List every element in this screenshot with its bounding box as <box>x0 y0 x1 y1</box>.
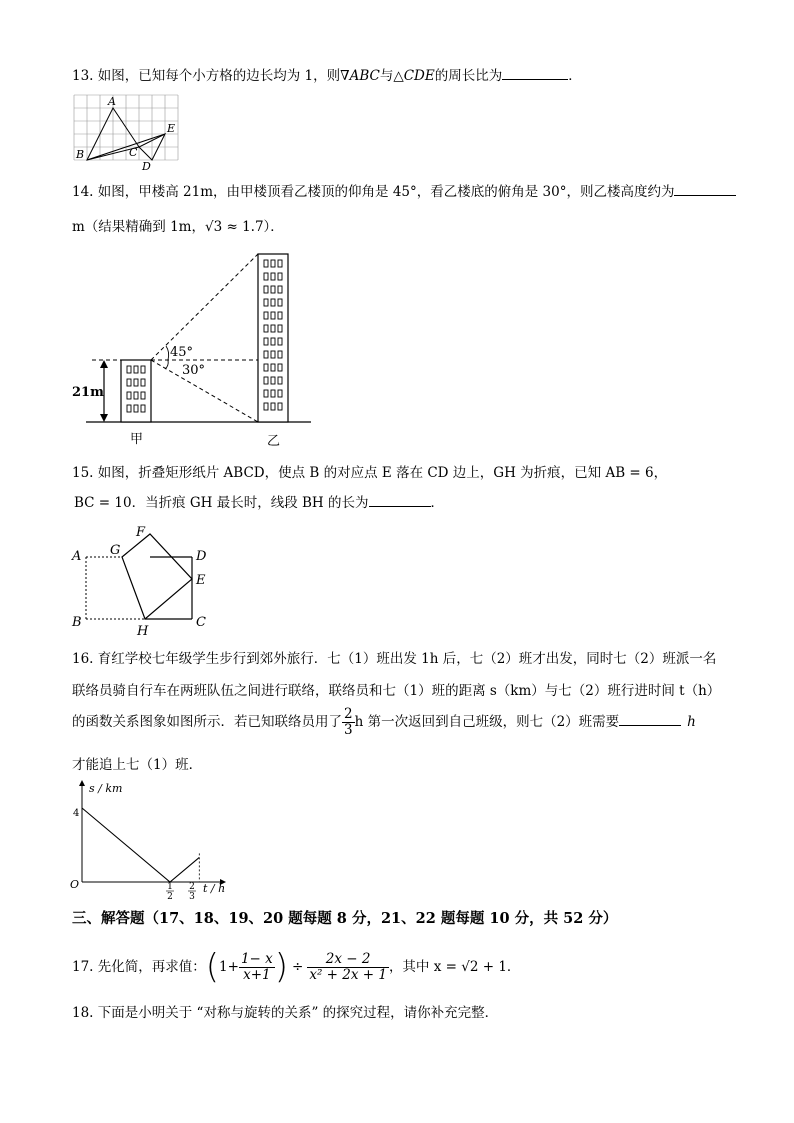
q16-line3 <box>72 707 696 738</box>
q16-line4: 才能追上七（1）班． <box>72 757 203 773</box>
building-jia <box>121 360 151 422</box>
elevation-sightline <box>151 254 258 360</box>
q15-line2-a: BC = 10．当折痕 GH 最长时，线段 BH 的长为 <box>74 495 369 511</box>
q13-text-a: 13. 如图，已知每个小方格的边长均为 1，则 <box>72 68 341 84</box>
label-B: B <box>76 148 85 161</box>
q16-frac-den: 3 <box>344 721 353 738</box>
q15-fold-figure <box>70 522 220 642</box>
q17-f1-num: 1− x <box>240 950 273 967</box>
q16-distance-time-graph <box>70 780 230 900</box>
q14-line1 <box>72 184 736 200</box>
label-G: G <box>110 543 121 558</box>
q13-text <box>72 68 582 84</box>
q16-unit: h <box>687 713 696 730</box>
origin-label: O <box>70 878 80 891</box>
label-A: A <box>108 95 116 108</box>
q14-answer-blank[interactable] <box>674 194 736 196</box>
q17-fraction-2 <box>307 952 389 983</box>
q17-one-plus: 1+ <box>219 958 239 975</box>
q14-sqrt3: √3 ≈ 1.7 <box>204 219 264 235</box>
x-tick-twothirds-num: 2 <box>189 882 195 892</box>
q17-f1-den: x+1 <box>243 966 271 983</box>
section-3-heading: 三、解答题（17、18、19、20 题每题 8 分，21、22 题每题 10 分，共 52 分） <box>72 910 618 927</box>
building-yi-label: 乙 <box>267 434 281 449</box>
q14-line2 <box>72 219 284 235</box>
label-E: E <box>196 573 206 588</box>
folded-quadrilateral <box>122 534 192 619</box>
q13-text-c: 的周长比为 <box>434 68 503 84</box>
q15-line1: 15. 如图，折叠矩形纸片 ABCD，使点 B 的对应点 E 落在 CD 边上，GH 为折痕，已知 AB = 6， <box>72 465 668 481</box>
label-D: D <box>196 549 207 564</box>
label-H: H <box>137 624 149 639</box>
q17-line <box>72 946 520 988</box>
q17-suffix: ，其中 x = √2 + 1． <box>388 958 521 975</box>
label-C: C <box>196 615 206 630</box>
angle-30: 30° <box>182 363 206 378</box>
q15-end: ． <box>430 495 444 511</box>
q13-answer-blank[interactable] <box>502 78 568 80</box>
q17-f2-num: 2x − 2 <box>307 952 389 968</box>
building-jia-label: 甲 <box>130 432 144 447</box>
q17-f2-den: x² + 2x + 1 <box>309 966 387 983</box>
q15-answer-blank[interactable] <box>369 505 431 507</box>
q14-buildings-figure <box>72 250 326 450</box>
series-line <box>82 808 199 882</box>
y-tick-4: 4 <box>73 808 80 819</box>
q13-grid-figure <box>72 92 182 173</box>
y-axis-label: s / km <box>89 782 123 795</box>
q16-frac-num: 2 <box>344 706 353 722</box>
q13-triangle-cde: △CDE <box>393 68 435 84</box>
x-tick-twothirds-den: 3 <box>189 892 195 902</box>
q15-line2 <box>74 495 444 511</box>
label-D: D <box>142 160 151 173</box>
label-E: E <box>167 122 176 135</box>
q16-line1: 16. 育红学校七年级学生步行到郊外旅行．七（1）班出发 1h 后，七（2）班才出发，同时七（2）班派一名 <box>72 651 717 667</box>
q14-line2-c: ）． <box>263 219 284 235</box>
q13-triangle-abc: ∇ABC <box>340 68 380 84</box>
q17-divide: ÷ <box>292 958 304 975</box>
q18-text: 18. 下面是小明关于 “对称与旋转的关系” 的探究过程，请你补充完整． <box>72 1005 499 1021</box>
q17-right-paren: ) <box>274 947 289 987</box>
q13-end: ． <box>568 68 582 84</box>
q14-text: 14. 如图，甲楼高 21m，由甲楼顶看乙楼顶的仰角是 45°，看乙楼底的俯角是 30°，则乙楼高度约为 <box>72 184 675 200</box>
x-tick-half-num: 1 <box>167 882 173 892</box>
label-C: C <box>129 146 138 159</box>
q17-prefix: 17. 先化简，再求值： <box>72 958 206 975</box>
x-tick-half-den: 2 <box>167 892 173 902</box>
height-label: 21m <box>72 385 104 400</box>
q16-answer-blank[interactable] <box>619 724 681 726</box>
label-F: F <box>136 525 146 540</box>
q16-line2: 联络员骑自行车在两班队伍之间进行联络，联络员和七（1）班的距离 s（km）与七（2）班行进时间 t（h） <box>72 683 721 699</box>
q17-left-paren: ( <box>205 947 220 987</box>
angle-45: 45° <box>170 345 194 360</box>
q14-line2-a: m（结果精确到 1m， <box>72 219 205 235</box>
x-axis-label: t / h <box>203 882 226 895</box>
label-B: B <box>72 615 82 630</box>
q16-fraction <box>342 707 355 738</box>
q16-line3-a: 的函数关系图象如图所示．若已知联络员用了 <box>72 713 342 730</box>
q17-fraction-1 <box>239 952 275 983</box>
q16-line3-b: h 第一次返回到自己班级，则七（2）班需要 <box>354 713 620 730</box>
q13-text-b: 与 <box>379 68 394 84</box>
label-A: A <box>72 549 82 564</box>
